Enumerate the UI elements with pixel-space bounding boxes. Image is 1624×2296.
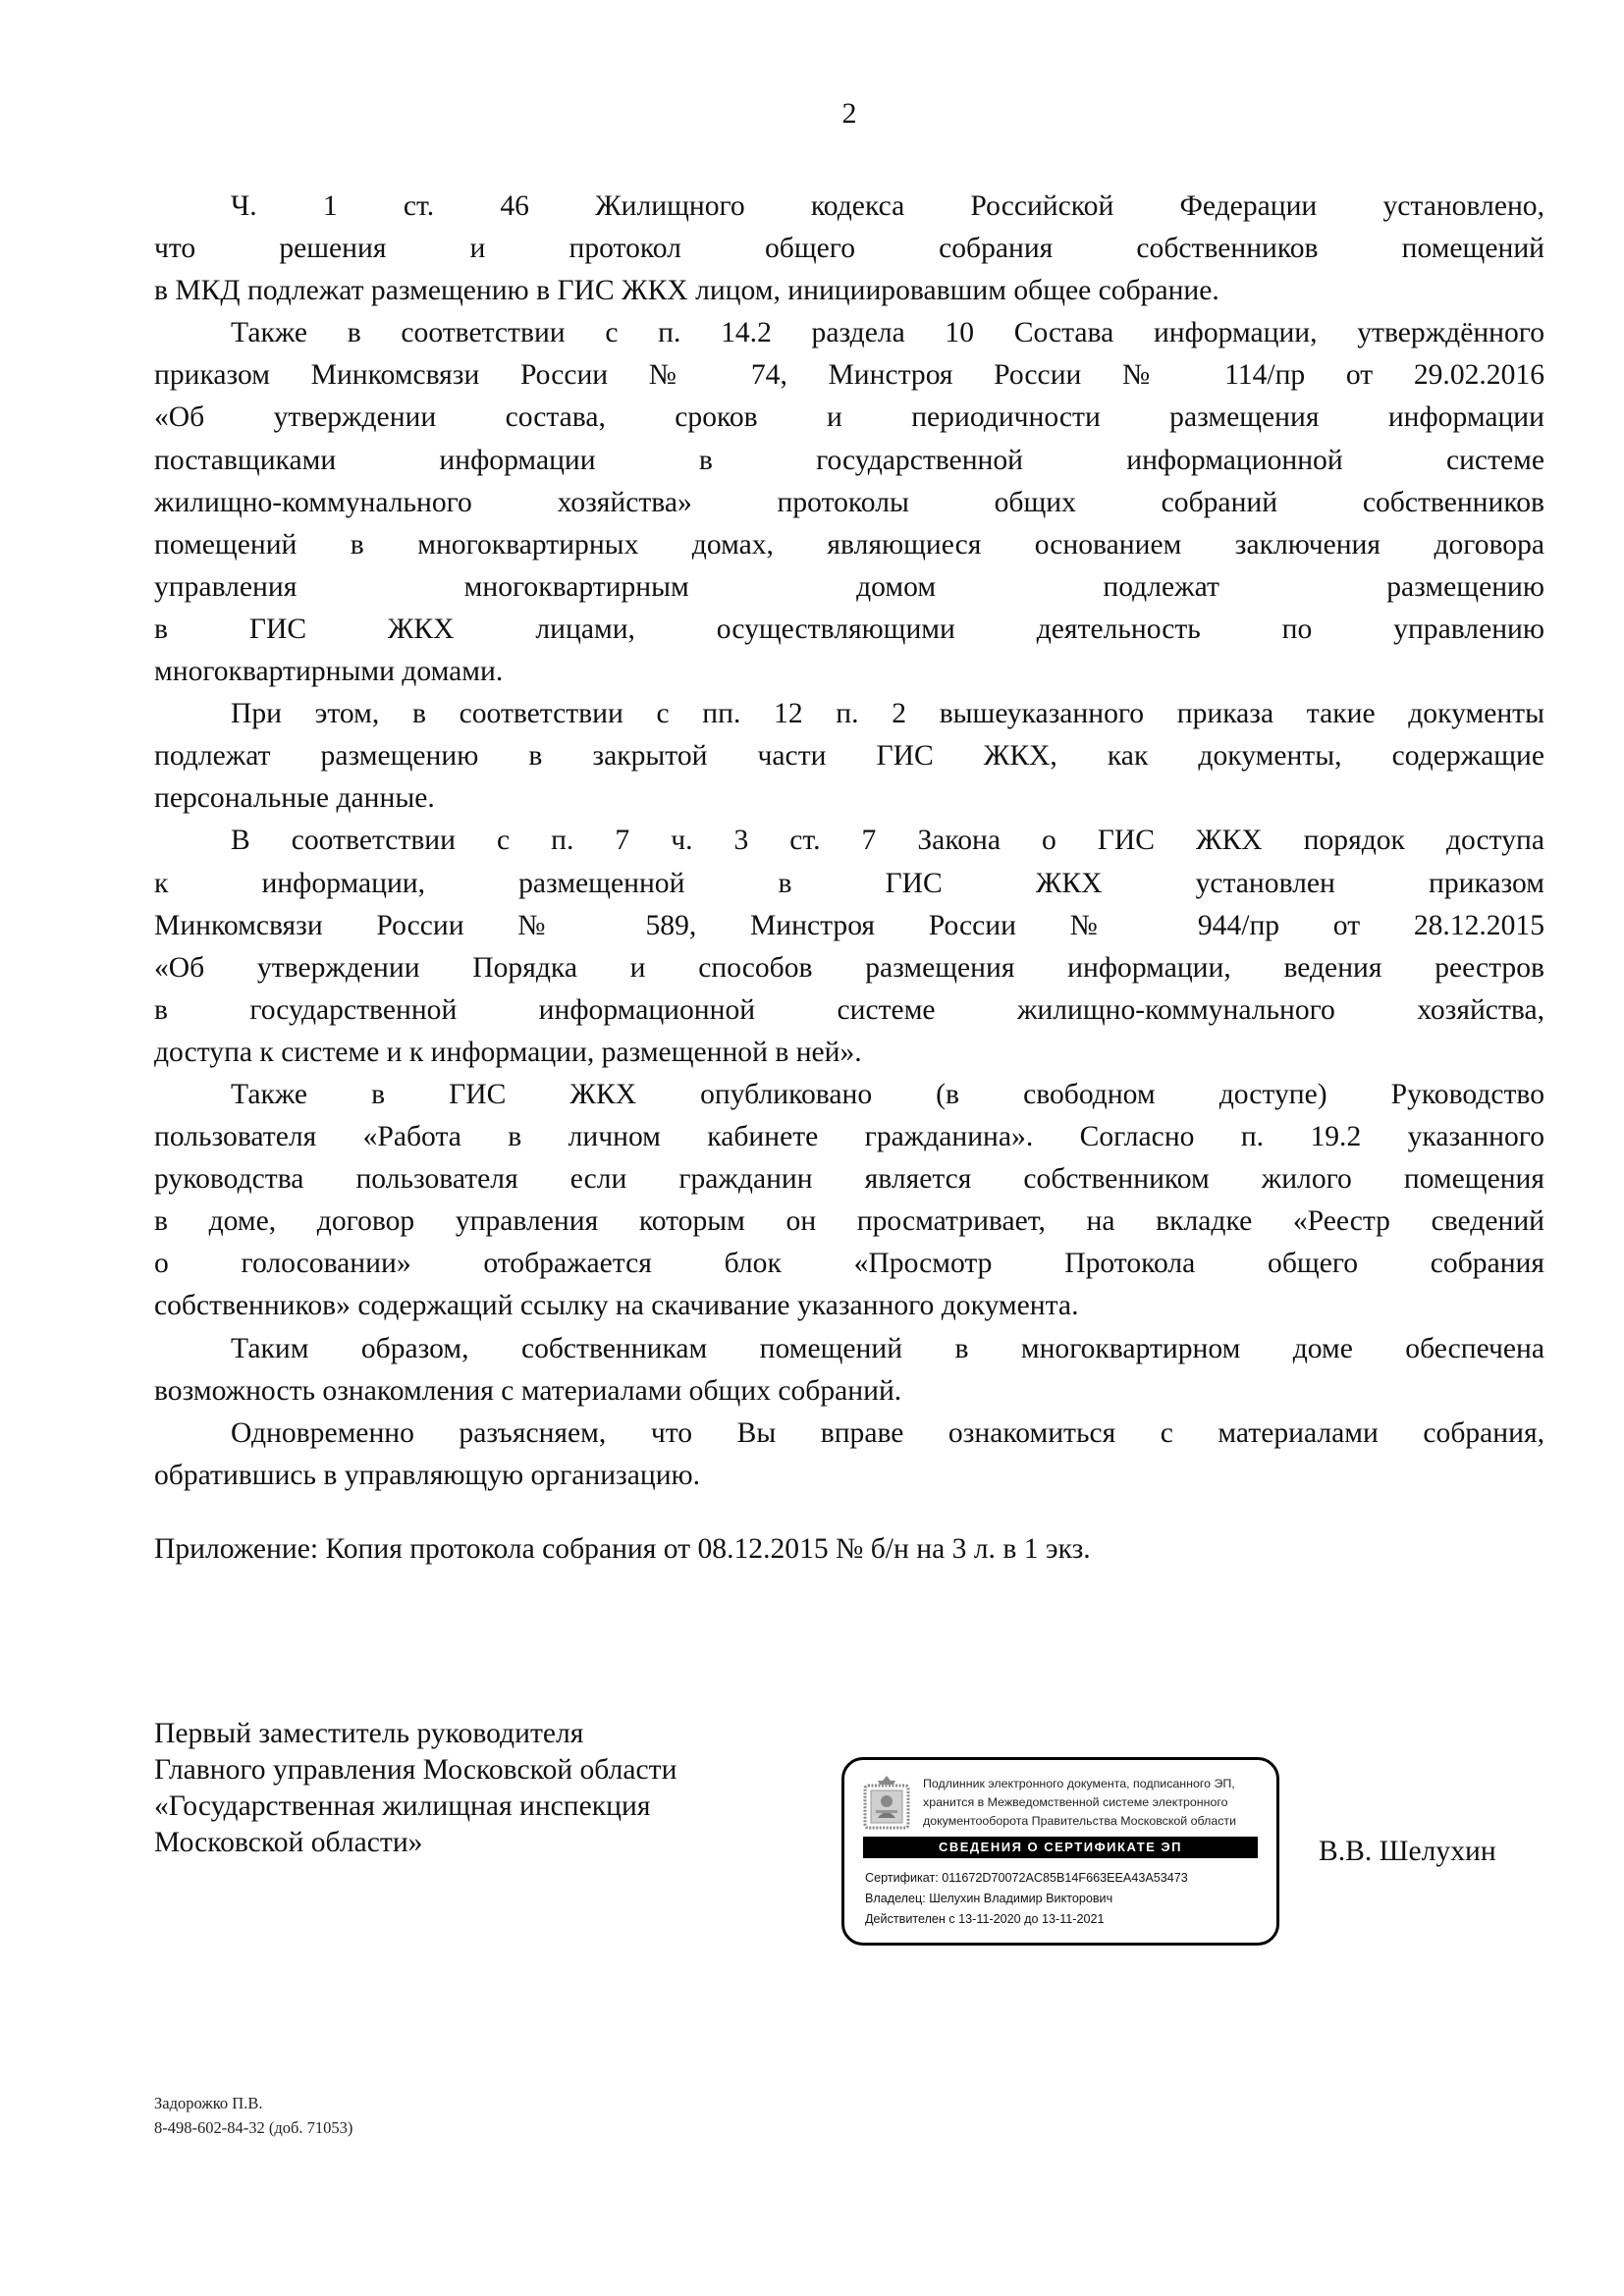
text-line: что решения и протокол общего собрания собственников помещений — [154, 233, 1544, 265]
signer-position-line: Московской области» — [154, 1827, 423, 1858]
paragraph — [154, 1074, 1544, 1328]
text-line: В соответствии с п. 7 ч. 3 ст. 7 Закона о ГИС ЖКХ порядок доступа — [231, 825, 1544, 857]
executor-name: Задорожко П.В. — [154, 2094, 263, 2112]
text-line: обратившись в управляющую организацию. — [154, 1459, 701, 1491]
stamp-header-line: Подлинник электронного документа, подписанного ЭП, — [923, 1777, 1235, 1790]
letter-body — [154, 186, 1544, 1497]
electronic-signature-stamp — [841, 1757, 1279, 1946]
text-line: помещений в многоквартирных домах, являющиеся основанием заключения договора — [154, 528, 1544, 561]
paragraph — [154, 312, 1544, 693]
paragraph — [154, 1328, 1544, 1413]
signer-position-line: Главного управления Московской области — [154, 1754, 677, 1786]
text-line: жилищно-коммунального хозяйства» протоколы общих собраний собственников — [154, 486, 1544, 518]
signer-position-line: «Государственная жилищная инспекция — [154, 1790, 651, 1822]
text-line: в ГИС ЖКХ лицами, осуществляющими деятельность по управлению — [154, 613, 1544, 645]
text-line: Одновременно разъясняем, что Вы вправе ознакомиться с материалами собрания, — [231, 1416, 1544, 1449]
text-line: подлежат размещению в закрытой части ГИС ЖКХ, как документы, содержащие — [154, 740, 1544, 773]
text-line: «Об утверждении Порядка и способов размещения информации, ведения реестров — [154, 951, 1544, 984]
text-line: Также в соответствии с п. 14.2 раздела 10 Состава информации, утверждённого — [231, 317, 1544, 349]
executor-info — [154, 2091, 352, 2140]
page-number: 2 — [841, 97, 857, 130]
text-line: При этом, в соответствии с пп. 12 п. 2 вышеуказанного приказа такие документы — [231, 698, 1544, 730]
text-line: возможность ознакомления с материалами общих собраний. — [154, 1374, 902, 1407]
stamp-header-line: документооборота Правительства Московской области — [923, 1814, 1237, 1828]
certificate-owner: Владелец: Шелухин Владимир Викторович — [865, 1892, 1113, 1905]
text-line: приказом Минкомсвязи России № 74, Минстроя России № 114/пр от 29.02.2016 — [154, 359, 1544, 392]
stamp-details — [865, 1868, 1188, 1930]
text-line: руководства пользователя если гражданин является собственником жилого помещения — [154, 1163, 1544, 1196]
signer-position-line: Первый заместитель руководителя — [154, 1718, 584, 1749]
text-line: собственников» содержащий ссылку на скачивание указанного документа. — [154, 1290, 1079, 1322]
text-line: доступа к системе и к информации, размещенной в ней». — [154, 1036, 862, 1068]
executor-phone: 8-498-602-84-32 (доб. 71053) — [154, 2118, 353, 2137]
text-line: управления многоквартирным домом подлежат размещению — [154, 570, 1544, 603]
text-line: персональные данные. — [154, 782, 435, 815]
text-line: в доме, договор управления которым он просматривает, на вкладке «Реестр сведений — [154, 1205, 1544, 1238]
text-line: Ч. 1 ст. 46 Жилищного кодекса Российской Федерации установлено, — [231, 190, 1544, 222]
certificate-validity: Действителен с 13-11-2020 до 13-11-2021 — [865, 1912, 1105, 1926]
text-line: Также в ГИС ЖКХ опубликовано (в свободном доступе) Руководство — [231, 1078, 1544, 1110]
text-line: в МКД подлежат размещению в ГИС ЖКХ лицом, инициировавшим общее собрание. — [154, 275, 1219, 307]
text-line: пользователя «Работа в личном кабинете гражданина». Согласно п. 19.2 указанного — [154, 1121, 1544, 1153]
text-line: поставщиками информации в государственной информационной системе — [154, 444, 1544, 476]
signer-name: В.В. Шелухин — [1319, 1836, 1496, 1867]
moscow-region-coat-of-arms-icon — [862, 1774, 911, 1831]
paragraph — [154, 186, 1544, 312]
paragraph — [154, 820, 1544, 1074]
paragraph — [154, 693, 1544, 820]
text-line: в государственной информационной системе жилищно-коммунального хозяйства, — [154, 993, 1544, 1026]
text-line: многоквартирными домами. — [154, 656, 504, 688]
stamp-banner: СВЕДЕНИЯ О СЕРТИФИКАТЕ ЭП — [863, 1837, 1258, 1858]
appendix-note: Приложение: Копия протокола собрания от 08.12.2015 № б/н на 3 л. в 1 экз. — [154, 1533, 1091, 1565]
text-line: к информации, размещенной в ГИС ЖКХ установлен приказом — [154, 867, 1544, 899]
text-line: «Об утверждении состава, сроков и периодичности размещения информации — [154, 401, 1544, 434]
stamp-header-line: хранится в Межведомственной системе электронного — [923, 1795, 1228, 1809]
text-line: Минкомсвязи России № 589, Минстроя России № 944/пр от 28.12.2015 — [154, 909, 1544, 941]
certificate-number: Сертификат: 011672D70072AC85B14F663EEA43A53473 — [865, 1871, 1188, 1885]
signer-position — [154, 1716, 677, 1861]
stamp-header — [923, 1775, 1236, 1831]
text-line: Таким образом, собственникам помещений в многоквартирном доме обеспечена — [231, 1332, 1544, 1364]
text-line: о голосовании» отображается блок «Просмотр Протокола общего собрания — [154, 1248, 1544, 1280]
paragraph — [154, 1413, 1544, 1497]
